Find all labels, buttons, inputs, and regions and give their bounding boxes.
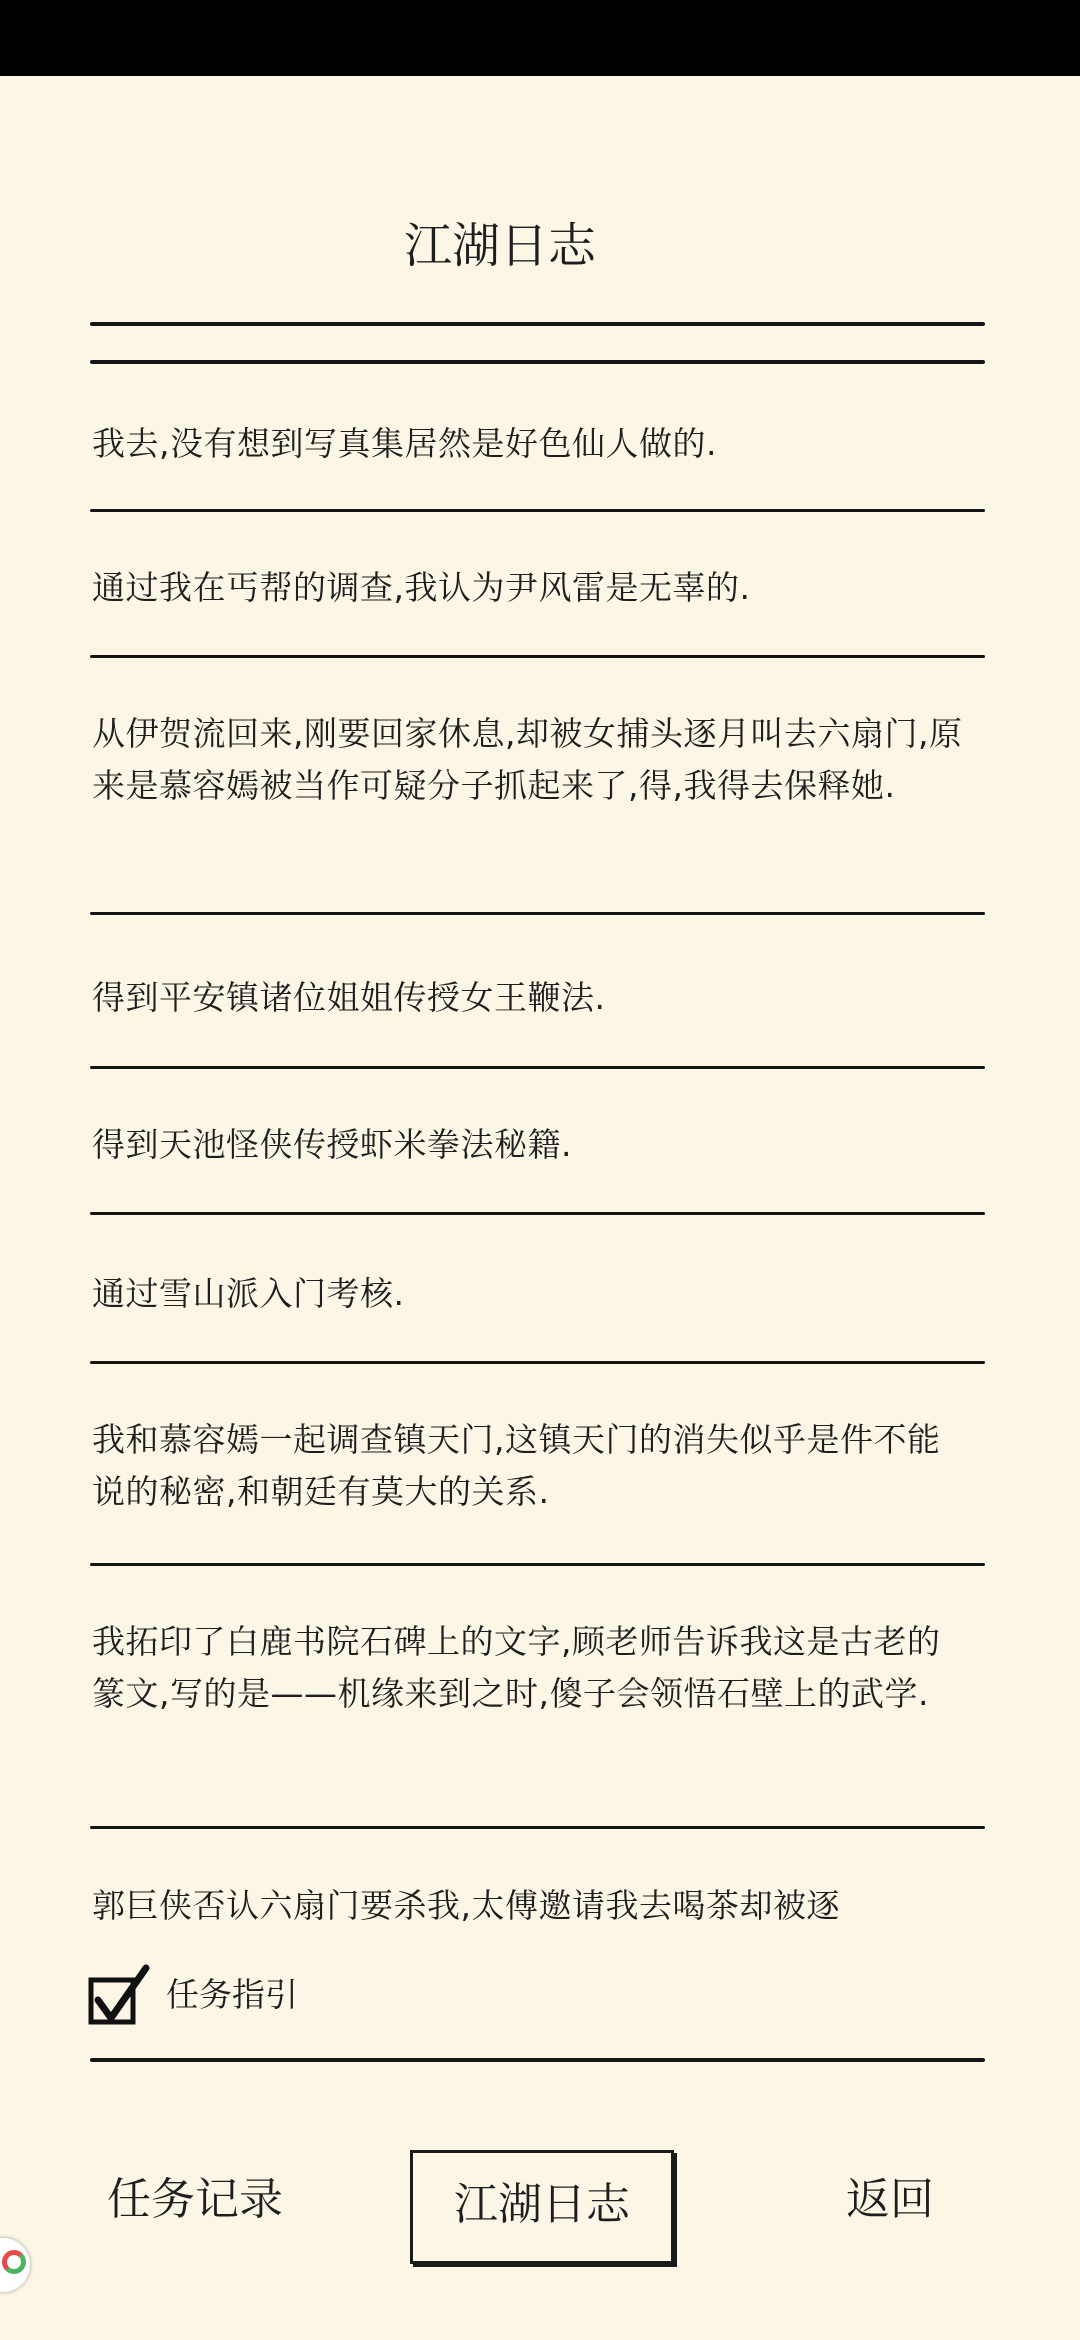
back-button[interactable]: 返回 xyxy=(846,2174,934,2225)
checkmark-icon xyxy=(86,1962,156,2032)
task-guide-label: 任务指引 xyxy=(166,1975,298,2014)
entry-divider xyxy=(90,655,985,658)
task-records-button[interactable]: 任务记录 xyxy=(107,2174,283,2225)
entry-divider xyxy=(90,509,985,512)
journal-entry-5: 得到天池怪侠传授虾米拳法秘籍. xyxy=(92,1125,572,1164)
bottom-divider xyxy=(90,2058,985,2062)
entry-divider xyxy=(90,1826,985,1829)
journal-entry-clip xyxy=(92,1880,972,1946)
journal-entry-6: 通过雪山派入门考核. xyxy=(92,1274,405,1313)
journal-entry-1: 我去,没有想到写真集居然是好色仙人做的. xyxy=(92,424,717,463)
entry-divider xyxy=(90,1361,985,1364)
journal-entry-3: 从伊贺流回来,刚要回家休息,却被女捕头逐月叫去六扇门,原来是慕容嫣被当作可疑分子抓起来了,得,我得去保释她. xyxy=(92,714,963,805)
journal-entry-7: 我和慕容嫣一起调查镇天门,这镇天门的消失似乎是件不能说的秘密,和朝廷有莫大的关系. xyxy=(92,1420,941,1511)
title-divider xyxy=(90,360,985,364)
journal-tab-button[interactable]: 江湖日志 xyxy=(410,2150,674,2264)
task-guide-checkbox[interactable] xyxy=(86,1962,152,2028)
status-bar xyxy=(0,0,1080,76)
task-guide-toggle[interactable] xyxy=(86,1960,298,2030)
title-divider xyxy=(90,322,985,326)
page-title: 江湖日志 xyxy=(403,218,596,274)
journal-entry-4: 得到平安镇诸位姐姐传授女王鞭法. xyxy=(92,978,606,1017)
entry-divider xyxy=(90,1212,985,1215)
journal-entry-9: 郭巨侠否认六扇门要杀我,太傅邀请我去喝茶却被逐 xyxy=(92,1886,840,1925)
entry-divider xyxy=(90,1563,985,1566)
entry-divider xyxy=(90,912,985,915)
entry-divider xyxy=(90,1066,985,1069)
floating-assistant-icon[interactable] xyxy=(0,2238,30,2292)
journal-entry-2: 通过我在丐帮的调查,我认为尹风雷是无辜的. xyxy=(92,568,751,607)
journal-entry-8: 我拓印了白鹿书院石碑上的文字,顾老师告诉我这是古老的篆文,写的是——机缘来到之时,傻子会领悟石壁上的武学. xyxy=(92,1622,941,1713)
